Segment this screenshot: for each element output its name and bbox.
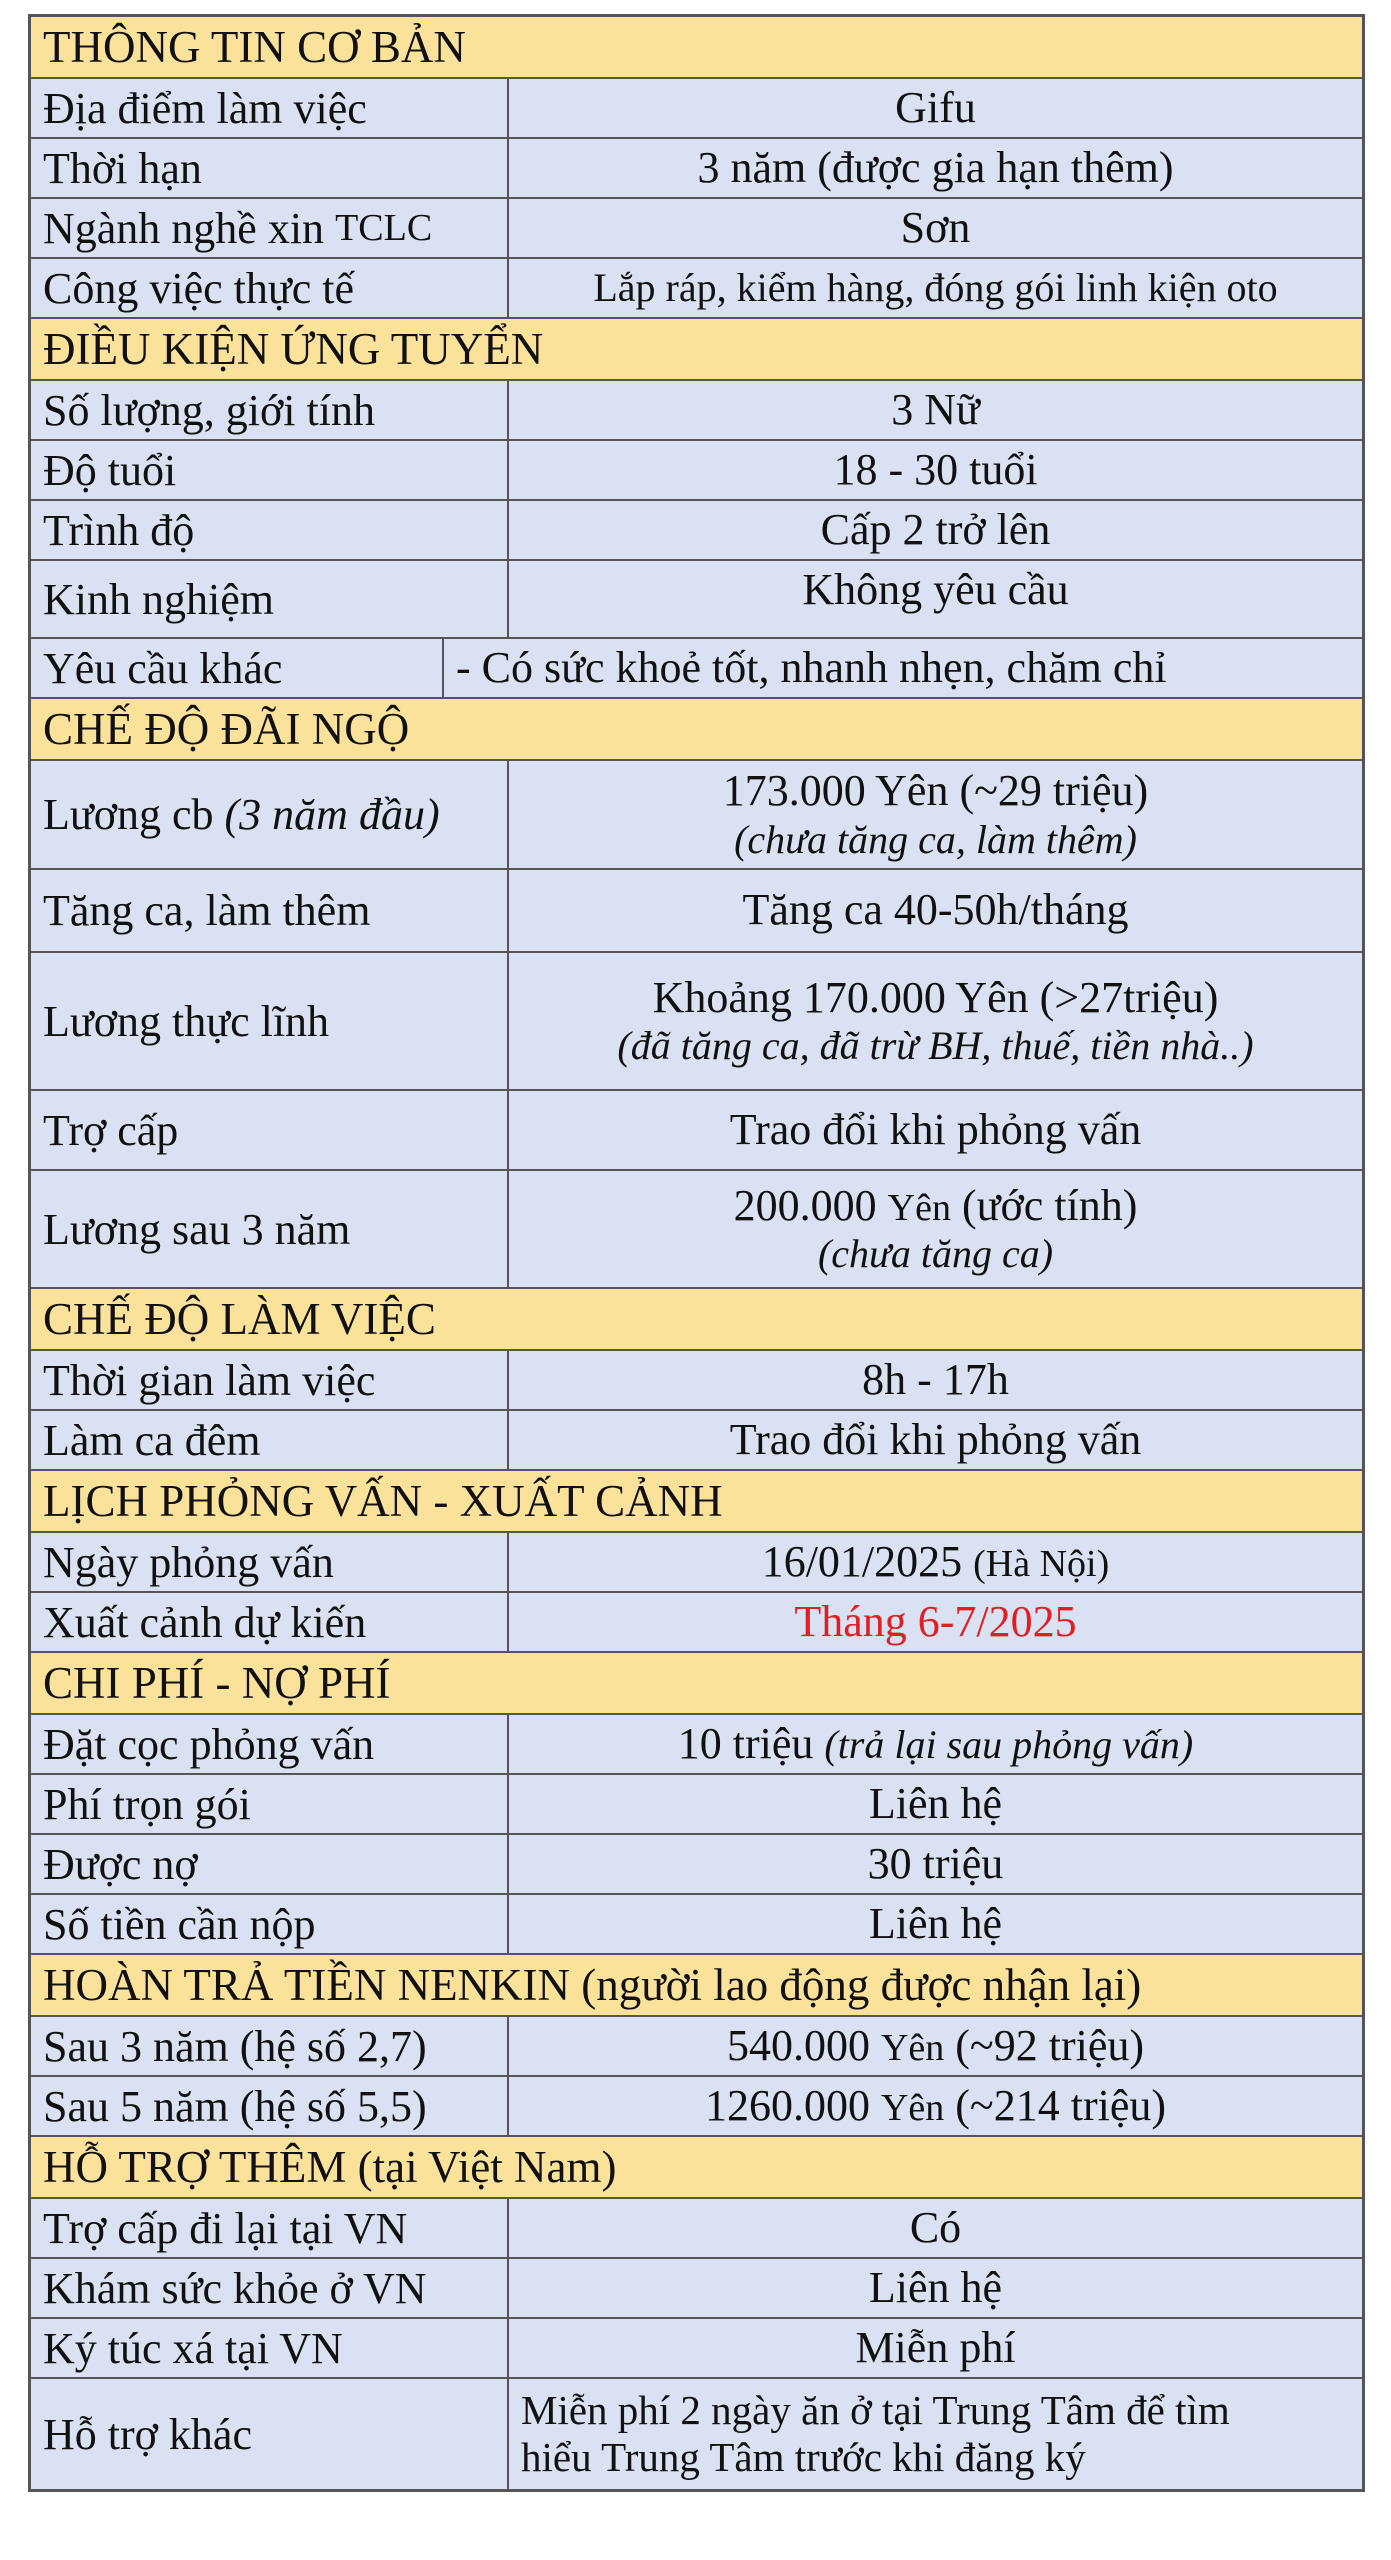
row-value: Trao đổi khi phỏng vấn [729, 1104, 1142, 1154]
row-label: Độ tuổi [31, 441, 509, 499]
row-value: - Có sức khoẻ tốt, nhanh nhẹn, chăm chỉ [456, 642, 1167, 692]
row-age [31, 441, 1362, 501]
value-unit: Yên [880, 2086, 945, 2129]
row-travel-allowance [31, 2199, 1362, 2259]
row-value: 18 - 30 tuổi [833, 444, 1038, 494]
row-value: Tháng 6-7/2025 [794, 1596, 1077, 1646]
row-salary-after-3-years [31, 1171, 1362, 1289]
row-label: Yêu cầu khác [31, 639, 444, 697]
value-line-1: Miễn phí 2 ngày ăn ở tại Trung Tâm để tìm [521, 2386, 1230, 2433]
row-value: Tăng ca 40-50h/tháng [742, 885, 1129, 935]
row-working-hours [31, 1351, 1362, 1411]
row-location [31, 79, 1362, 139]
row-other-requirements [31, 639, 1362, 699]
row-value: Trao đổi khi phỏng vấn [729, 1414, 1142, 1464]
row-label: Trợ cấp đi lại tại VN [31, 2199, 509, 2257]
value-number: 200.000 [733, 1180, 877, 1230]
value-main: 10 triệu [677, 1718, 814, 1768]
section-header-conditions [31, 319, 1362, 381]
row-value: 3 Nữ [891, 384, 980, 434]
row-quantity [31, 381, 1362, 441]
label-note: (3 năm đầu) [224, 790, 440, 839]
row-nenkin-5-years [31, 2077, 1362, 2137]
row-value: Cấp 2 trở lên [820, 504, 1051, 554]
row-experience [31, 561, 1362, 639]
row-label: Số tiền cần nộp [31, 1895, 509, 1953]
value-number: 540.000 [726, 2020, 870, 2070]
section-title: HOÀN TRẢ TIỀN NENKIN (người lao động được nhận lại) [43, 1960, 1142, 2010]
row-value: Có [909, 2202, 962, 2252]
row-value: Lắp ráp, kiểm hàng, đóng gói linh kiện oto [593, 265, 1278, 310]
label-small: TCLC [335, 207, 433, 249]
row-label: Ngày phỏng vấn [31, 1533, 509, 1591]
row-label: Địa điểm làm việc [31, 79, 509, 137]
label-main: Ngành nghề xin [43, 203, 325, 253]
row-trade [31, 199, 1362, 259]
value-note: (đã tăng ca, đã trừ BH, thuế, tiền nhà..) [617, 1023, 1254, 1069]
row-value: Miễn phí [855, 2322, 1016, 2372]
row-value [509, 1533, 1362, 1591]
section-title: CHI PHÍ - NỢ PHÍ [43, 1658, 391, 1708]
row-value [509, 953, 1362, 1089]
row-label: Xuất cảnh dự kiến [31, 1593, 509, 1651]
row-package-fee [31, 1775, 1362, 1835]
row-label [31, 199, 509, 257]
row-value: Sơn [900, 202, 971, 252]
value-rest: (~214 triệu) [955, 2080, 1167, 2130]
row-value: 30 triệu [867, 1838, 1004, 1888]
value-unit: Yên [887, 1186, 951, 1229]
row-net-salary [31, 953, 1362, 1091]
row-label: Thời gian làm việc [31, 1351, 509, 1409]
row-interview-date [31, 1533, 1362, 1593]
section-title: HỖ TRỢ THÊM (tại Việt Nam) [43, 2142, 617, 2192]
row-label: Kinh nghiệm [31, 561, 509, 637]
row-value: Không yêu cầu [802, 565, 1069, 614]
row-allowance [31, 1091, 1362, 1171]
section-header-support [31, 2137, 1362, 2199]
value-main: 173.000 Yên (~29 triệu) [722, 766, 1149, 816]
row-label: Sau 5 năm (hệ số 5,5) [31, 2077, 509, 2135]
value-note: (chưa tăng ca, làm thêm) [734, 816, 1137, 862]
row-label: Được nợ [31, 1835, 509, 1893]
row-duration [31, 139, 1362, 199]
value-rest: (~92 triệu) [955, 2020, 1145, 2070]
section-header-schedule [31, 1471, 1362, 1533]
row-label: Công việc thực tế [31, 259, 509, 317]
row-label: Trợ cấp [31, 1091, 509, 1169]
row-value: Liên hệ [868, 2262, 1003, 2312]
value-main: 16/01/2025 [761, 1536, 963, 1586]
row-label: Số lượng, giới tính [31, 381, 509, 439]
row-label: Làm ca đêm [31, 1411, 509, 1469]
value-note: (trả lại sau phỏng vấn) [824, 1721, 1194, 1767]
row-education [31, 501, 1362, 561]
value-rest: (ước tính) [961, 1180, 1138, 1230]
row-dormitory [31, 2319, 1362, 2379]
section-header-benefits [31, 699, 1362, 761]
row-other-support [31, 2379, 1362, 2489]
value-main: Khoảng 170.000 Yên (>27triệu) [652, 972, 1219, 1022]
row-label: Đặt cọc phỏng vấn [31, 1715, 509, 1773]
section-title: CHẾ ĐỘ ĐÃI NGỘ [43, 704, 410, 754]
row-label: Tăng ca, làm thêm [31, 870, 509, 951]
row-label: Ký túc xá tại VN [31, 2319, 509, 2377]
row-nenkin-3-years [31, 2017, 1362, 2077]
value-number: 1260.000 [704, 2080, 870, 2130]
row-label: Lương sau 3 năm [31, 1171, 509, 1287]
section-header-costs [31, 1653, 1362, 1715]
row-actual-job [31, 259, 1362, 319]
row-value: 3 năm (được gia hạn thêm) [697, 142, 1174, 192]
row-value [509, 2017, 1362, 2075]
row-value [509, 1715, 1362, 1773]
row-label: Lương thực lĩnh [31, 953, 509, 1089]
row-night-shift [31, 1411, 1362, 1471]
row-value: Liên hệ [868, 1898, 1003, 1948]
section-title: CHẾ ĐỘ LÀM VIỆC [43, 1294, 436, 1344]
row-value [509, 761, 1362, 868]
row-label: Trình độ [31, 501, 509, 559]
section-title: THÔNG TIN CƠ BẢN [43, 22, 466, 72]
section-header-nenkin [31, 1955, 1362, 2017]
row-departure [31, 1593, 1362, 1653]
value-unit: Yên [880, 2026, 945, 2069]
section-header-basic [31, 17, 1362, 79]
row-value [509, 1171, 1362, 1287]
row-base-salary [31, 761, 1362, 870]
value-main [734, 1181, 1138, 1232]
value-small: (Hà Nội) [973, 1542, 1110, 1585]
row-label: Phí trọn gói [31, 1775, 509, 1833]
row-debt [31, 1835, 1362, 1895]
section-title: ĐIỀU KIỆN ỨNG TUYỂN [43, 324, 544, 374]
row-label: Hỗ trợ khác [31, 2379, 509, 2489]
row-label: Khám sức khỏe ở VN [31, 2259, 509, 2317]
row-value [509, 2077, 1362, 2135]
value-note: (chưa tăng ca) [817, 1231, 1054, 1277]
row-deposit [31, 1715, 1362, 1775]
row-value: Liên hệ [868, 1778, 1003, 1828]
section-header-working [31, 1289, 1362, 1351]
row-label: Sau 3 năm (hệ số 2,7) [31, 2017, 509, 2075]
row-health-check [31, 2259, 1362, 2319]
section-title: LỊCH PHỎNG VẤN - XUẤT CẢNH [43, 1476, 723, 1526]
value-line-2: hiểu Trung Tâm trước khi đăng ký [521, 2434, 1086, 2480]
row-value [509, 2379, 1362, 2489]
row-label [31, 761, 509, 868]
row-overtime [31, 870, 1362, 953]
row-value: Gifu [895, 82, 976, 132]
row-payable [31, 1895, 1362, 1955]
row-value: 8h - 17h [862, 1354, 1009, 1404]
label-main: Lương cb [43, 790, 214, 839]
row-label: Thời hạn [31, 139, 509, 197]
job-info-table [28, 14, 1365, 2492]
